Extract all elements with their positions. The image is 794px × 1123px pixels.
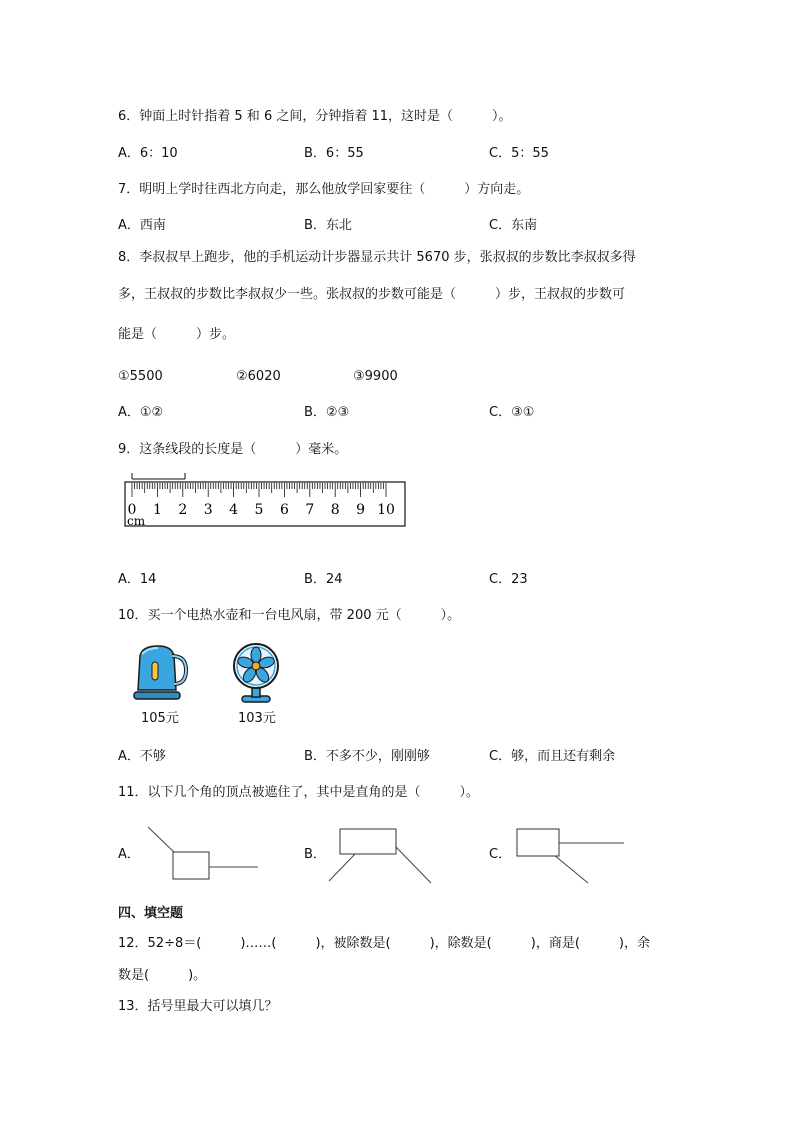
angle-a-figure: [140, 822, 262, 884]
ruler-figure: [120, 468, 410, 530]
q8-choice-2: ②6020: [236, 369, 281, 384]
q11-option-c[interactable]: C．: [489, 847, 512, 862]
q8-line3: 能是（ ）步。: [118, 327, 236, 342]
q11-stem: 11．以下几个角的顶点被遮住了，其中是直角的是（ ）。: [118, 785, 480, 800]
kettle-price: 105元: [141, 711, 179, 726]
q8-line1: 8．李叔叔早上跑步，他的手机运动计步器显示共计 5670 步，张叔叔的步数比李叔叔多得: [118, 250, 636, 265]
section-title: 四、填空题: [118, 906, 184, 921]
q9-option-c[interactable]: C．23: [489, 572, 528, 587]
kettle-icon: [128, 642, 190, 702]
ruler-number-4: 4: [229, 502, 239, 518]
q6-option-c[interactable]: C．5：55: [489, 146, 549, 161]
ruler-number-10: 10: [377, 502, 395, 518]
q10-option-b[interactable]: B．不多不少，刚刚够: [304, 749, 430, 764]
q12-line1: 12．52÷8＝( )……( )，被除数是( )，除数是( )，商是( )，余: [118, 936, 650, 951]
q8-choice-1: ①5500: [118, 369, 163, 384]
q7-option-c[interactable]: C．东南: [489, 218, 538, 233]
q8-option-c[interactable]: C．③①: [489, 405, 535, 420]
q6-option-a[interactable]: A．6：10: [118, 146, 178, 161]
q8-option-b[interactable]: B．②③: [304, 405, 350, 420]
ruler-unit: cm: [127, 514, 146, 528]
q7-stem: 7．明明上学时往西北方向走，那么他放学回家要往（ ）方向走。: [118, 182, 530, 197]
ruler-number-0: 0: [127, 502, 137, 518]
fan-price: 103元: [238, 711, 276, 726]
q8-choice-3: ③9900: [353, 369, 398, 384]
q8-option-a[interactable]: A．①②: [118, 405, 164, 420]
ruler-number-7: 7: [305, 502, 315, 518]
q11-option-a[interactable]: A．: [118, 847, 140, 862]
q9-option-a[interactable]: A．14: [118, 572, 157, 587]
q12-line2: 数是( )。: [118, 968, 207, 983]
ruler-number-9: 9: [356, 502, 366, 518]
q11-option-b[interactable]: B．: [304, 847, 326, 862]
fan-icon: [228, 642, 284, 704]
q6-option-b[interactable]: B．6：55: [304, 146, 364, 161]
angle-b-figure: [326, 825, 436, 887]
ruler-number-5: 5: [254, 502, 264, 518]
q7-option-a[interactable]: A．西南: [118, 218, 166, 233]
ruler-number-3: 3: [203, 502, 213, 518]
ruler-number-8: 8: [330, 502, 340, 518]
ruler-number-6: 6: [279, 502, 289, 518]
q10-option-a[interactable]: A．不够: [118, 749, 166, 764]
angle-c-figure: [512, 825, 628, 887]
q9-option-b[interactable]: B．24: [304, 572, 343, 587]
ruler-number-1: 1: [152, 502, 162, 518]
line-segment: [132, 473, 185, 479]
q13-stem: 13．括号里最大可以填几？: [118, 999, 278, 1014]
q7-option-b[interactable]: B．东北: [304, 218, 352, 233]
q6-stem: 6．钟面上时针指着 5 和 6 之间，分钟指着 11，这时是（ ）。: [118, 109, 512, 124]
q10-stem: 10．买一个电热水壶和一台电风扇，带 200 元（ ）。: [118, 608, 461, 623]
ruler-number-2: 2: [178, 502, 188, 518]
q10-option-c[interactable]: C．够，而且还有剩余: [489, 749, 616, 764]
q8-line2: 多，王叔叔的步数比李叔叔少一些。张叔叔的步数可能是（ ）步，王叔叔的步数可: [118, 287, 626, 302]
q9-stem: 9．这条线段的长度是（ ）毫米。: [118, 442, 348, 457]
